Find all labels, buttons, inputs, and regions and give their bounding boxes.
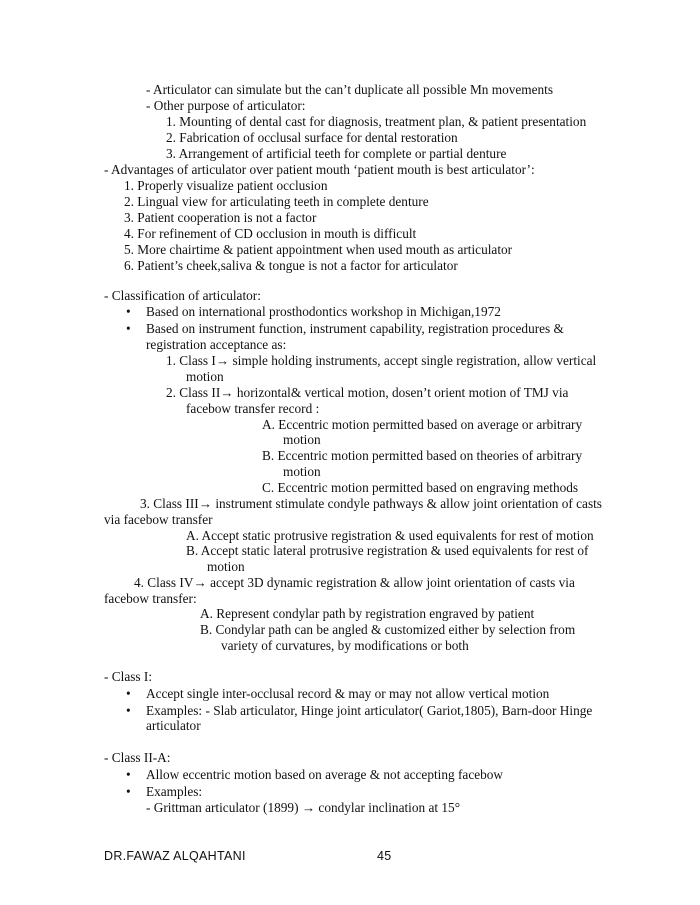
section-heading: - Classification of articulator: — [104, 288, 261, 303]
bullet-icon: • — [126, 767, 131, 782]
text-line: via facebow transfer — [104, 512, 213, 527]
list-item: 1. Mounting of dental cast for diagnosis, treatment plan, & patient presentation — [166, 114, 587, 129]
text-line: - Grittman articulator (1899) → condylar inclination at 15° — [146, 800, 461, 815]
list-item: Accept single inter-occlusal record & may or may not allow vertical motion — [146, 686, 550, 701]
list-item: 3. Class III→ instrument stimulate condyle pathways & allow joint orientation of casts — [140, 496, 602, 511]
bullet-icon: • — [126, 304, 131, 319]
list-item: 5. More chairtime & patient appointment when used mouth as articulator — [124, 242, 513, 257]
text-line: - Other purpose of articulator: — [146, 98, 306, 113]
text-line: registration acceptance as: — [146, 337, 287, 352]
list-item: B. Condylar path can be angled & customized either by selection from — [200, 622, 576, 637]
list-item: Examples: - Slab articulator, Hinge joint articulator( Gariot,1805), Barn-door Hinge — [146, 703, 593, 718]
footer-author: DR.FAWAZ ALQAHTANI — [104, 849, 246, 863]
list-item: C. Eccentric motion permitted based on engraving methods — [262, 480, 579, 495]
text-line: facebow transfer: — [104, 591, 197, 606]
list-item: 4. Class IV→ accept 3D dynamic registration & allow joint orientation of casts via — [134, 575, 575, 590]
list-item: Examples: — [146, 784, 203, 799]
text-line: motion — [207, 559, 245, 574]
text-line: motion — [283, 432, 321, 447]
list-item: 3. Patient cooperation is not a factor — [124, 210, 317, 225]
bullet-icon: • — [126, 784, 131, 799]
list-item: Based on international prosthodontics workshop in Michigan,1972 — [146, 304, 501, 319]
list-item: 6. Patient’s cheek,saliva & tongue is not a factor for articulator — [124, 258, 458, 273]
list-item: Based on instrument function, instrument capability, registration procedures & — [146, 321, 564, 336]
list-item: B. Eccentric motion permitted based on theories of arbitrary — [262, 448, 583, 463]
list-item: B. Accept static lateral protrusive registration & used equivalents for rest of — [186, 543, 589, 558]
list-item: Allow eccentric motion based on average & not accepting facebow — [146, 767, 504, 782]
section-heading: - Class I: — [104, 669, 153, 684]
text-line: articulator — [146, 718, 201, 733]
section-heading: - Advantages of articulator over patient mouth ‘patient mouth is best articulator’: — [104, 162, 535, 177]
bullet-icon: • — [126, 686, 131, 701]
list-item: 1. Class I→ simple holding instruments, accept single registration, allow vertical — [166, 353, 597, 368]
list-item: 2. Class II→ horizontal& vertical motion, dosen’t orient motion of TMJ via — [166, 385, 569, 400]
list-item: A. Eccentric motion permitted based on average or arbitrary — [262, 417, 583, 432]
bullet-icon: • — [126, 703, 131, 718]
list-item: 2. Lingual view for articulating teeth in complete denture — [124, 194, 429, 209]
list-item: 3. Arrangement of artificial teeth for complete or partial denture — [166, 146, 507, 161]
page-number: 45 — [377, 849, 392, 863]
text-line: - Articulator can simulate but the can’t duplicate all possible Mn movements — [146, 82, 554, 97]
text-line: variety of curvatures, by modifications or both — [221, 638, 469, 653]
list-item: 1. Properly visualize patient occlusion — [124, 178, 328, 193]
list-item: 2. Fabrication of occlusal surface for dental restoration — [166, 130, 458, 145]
text-line: facebow transfer record : — [186, 401, 320, 416]
list-item: A. Represent condylar path by registration engraved by patient — [200, 606, 535, 621]
list-item: A. Accept static protrusive registration & used equivalents for rest of motion — [186, 528, 594, 543]
text-line: motion — [186, 369, 224, 384]
text-line: motion — [283, 464, 321, 479]
bullet-icon: • — [126, 321, 131, 336]
section-heading: - Class II-A: — [104, 750, 171, 765]
list-item: 4. For refinement of CD occlusion in mouth is difficult — [124, 226, 417, 241]
